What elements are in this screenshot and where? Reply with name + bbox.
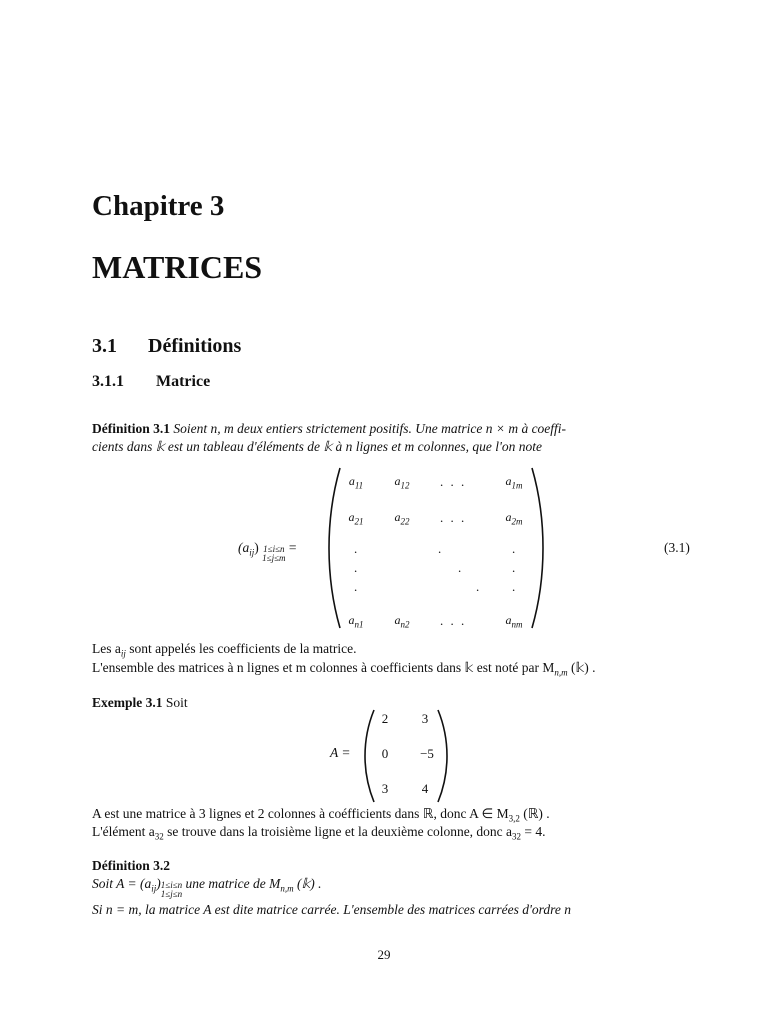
definition-2-line-1: Soit $A = (a_{ij})1\le i\le n$ 1≤j≤n une matrice de $M_{n,m}$ (𝕜) . bbox=[92, 876, 322, 899]
example-matrix-lhs: A = bbox=[330, 745, 351, 760]
matrix-dot: . bbox=[512, 579, 516, 594]
matrix-dot: . bbox=[354, 541, 358, 556]
chapter-title: MATRICES bbox=[92, 249, 263, 285]
matrix-cell: $a_{11}$ bbox=[348, 474, 364, 491]
example-matrix-cell: 3 bbox=[421, 711, 429, 726]
definition-1-line-2: cients dans 𝕜 est un tableau d'éléments de 𝕜 à n lignes et m colonnes, que l'on note bbox=[92, 439, 543, 454]
matrix-left-paren bbox=[326, 466, 342, 630]
matrix-dot: . bbox=[354, 579, 358, 594]
matrix-cell: $a_{22}$ bbox=[394, 510, 410, 527]
example-1-line-2: L'élément $a_{32}$ se trouve dans la troisième ligne et la deuxième colonne, donc $a_{32} = 4$. bbox=[92, 824, 546, 842]
matrix-cell: $a_{21}$ bbox=[348, 510, 364, 527]
subsection-heading bbox=[92, 373, 210, 391]
matrix-dot: . bbox=[512, 541, 516, 556]
definition-1-label: Définition 3.1 bbox=[92, 421, 171, 436]
coefficients-sentence: Les $a_{ij}$ sont appelés les coefficients de la matrice. bbox=[92, 641, 357, 659]
page-number: 29 bbox=[377, 947, 391, 962]
example-1-label: Exemple 3.1 bbox=[92, 695, 163, 710]
matrix-dots: . . . bbox=[440, 510, 467, 525]
subsection-number: 3.1.1 bbox=[92, 373, 124, 390]
example-matrix-cell: −5 bbox=[420, 746, 434, 761]
matrix-dot: . bbox=[354, 560, 358, 575]
section-number: 3.1 bbox=[92, 335, 117, 357]
matrix-dots: . . . bbox=[440, 613, 467, 628]
matrix-cell: $a_{12}$ bbox=[394, 474, 410, 491]
matrix-set-sentence: L'ensemble des matrices à n lignes et m colonnes à coefficients dans 𝕜 est noté par $M_{n,m}$ (𝕜) . bbox=[92, 660, 596, 678]
matrix-lhs: $(a_{ij})$ 1≤i≤n 1≤j≤m = bbox=[238, 540, 297, 563]
matrix-index-range: 1≤i≤n 1≤j≤m bbox=[262, 544, 286, 563]
definition-1-text-1: Soient n, m deux entiers strictement positifs. Une matrice n × m à coeffi- bbox=[173, 421, 567, 436]
definition-2-index-range: 1≤i≤n 1≤j≤n bbox=[160, 880, 183, 899]
matrix-cell: $a_{nm}$ bbox=[505, 613, 523, 630]
equation-number: (3.1) bbox=[664, 540, 690, 555]
matrix-cell: $a_{n1}$ bbox=[348, 613, 364, 630]
example-matrix-cell: 0 bbox=[381, 746, 389, 761]
example-matrix-cell: 2 bbox=[381, 711, 389, 726]
section-title: Définitions bbox=[148, 335, 242, 357]
example-1-line-1: A est une matrice à 3 lignes et 2 colonnes à coéfficients dans ℝ, donc A ∈ $M_{3,2}$ (ℝ) . bbox=[92, 806, 550, 824]
matrix-cell: $a_{n2}$ bbox=[394, 613, 410, 630]
matrix-dot: . bbox=[458, 560, 462, 575]
chapter-label: Chapitre 3 bbox=[92, 190, 225, 222]
matrix-right-paren bbox=[530, 466, 546, 630]
matrix-dots: . . . bbox=[440, 474, 467, 489]
example-matrix-cell: 3 bbox=[381, 781, 389, 796]
matrix-cell: $a_{1m}$ bbox=[505, 474, 523, 491]
definition-1-line-1 bbox=[92, 421, 566, 437]
matrix-dot: . bbox=[476, 579, 480, 594]
example-matrix-cell: 4 bbox=[421, 781, 429, 796]
subsection-title: Matrice bbox=[156, 373, 211, 390]
section-heading bbox=[92, 335, 241, 358]
definition-2-line-2: Si n = m, la matrice A est dite matrice carrée. L'ensemble des matrices carrées d'ordre n bbox=[92, 902, 572, 917]
example-1-heading: Exemple 3.1 Soit bbox=[92, 695, 188, 710]
matrix-dot: . bbox=[438, 541, 442, 556]
definition-2-label: Définition 3.2 bbox=[92, 858, 171, 873]
matrix-cell: $a_{2m}$ bbox=[505, 510, 523, 527]
matrix-dot: . bbox=[512, 560, 516, 575]
